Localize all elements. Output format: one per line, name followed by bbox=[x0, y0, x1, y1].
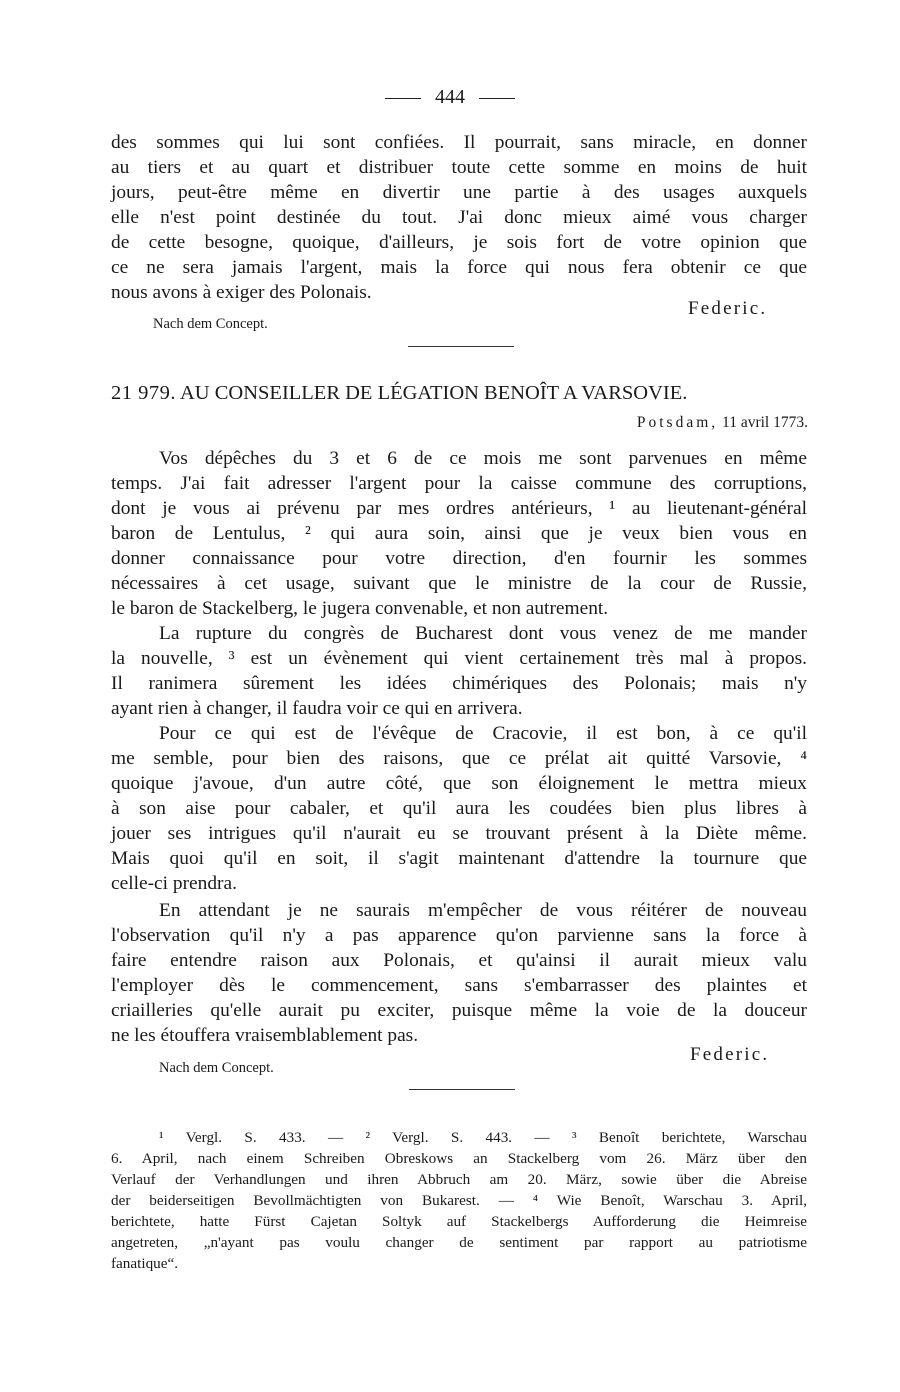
continuation-line: au tiers et au quart et distribuer toute cette somme en moins de huit bbox=[111, 157, 807, 178]
body-line: La rupture du congrès de Bucharest dont vous venez de me mander bbox=[159, 623, 807, 644]
body-line: faire entendre raison aux Polonais, et qu'ainsi il aurait mieux valu bbox=[111, 950, 807, 971]
body-line: le baron de Stackelberg, le jugera convenable, et non autrement. bbox=[111, 598, 609, 619]
letter-title: AU CONSEILLER DE LÉGATION BENOÎT A VARSOVIE. bbox=[180, 382, 688, 404]
body-line: nécessaires à cet usage, suivant que le ministre de la cour de Russie, bbox=[111, 573, 807, 594]
body-line: Vos dépêches du 3 et 6 de ce mois me sont parvenues en même bbox=[159, 448, 807, 469]
footnote-line: berichtete, hatte Fürst Cajetan Soltyk auf Stackelbergs Aufforderung die Heimreise bbox=[111, 1213, 807, 1230]
body-line: me semble, pour bien des raisons, que ce prélat ait quitté Varsovie, ⁴ bbox=[111, 748, 807, 769]
footnote-line: Verlauf der Verhandlungen und ihren Abbruch am 20. März, sowie über die Abreise bbox=[111, 1171, 807, 1188]
body-line: criailleries qu'elle aurait pu exciter, puisque même la voie de la douceur bbox=[111, 1000, 807, 1021]
body-line: l'employer dès le commencement, sans s'embarrasser des plaintes et bbox=[111, 975, 807, 996]
footnote-line: angetreten, „n'ayant pas voulu changer de sentiment par rapport au patriotisme bbox=[111, 1234, 807, 1251]
body-line: quoique j'avoue, d'un autre côté, que son éloignement le mettra mieux bbox=[111, 773, 807, 794]
letter-dateline bbox=[637, 414, 808, 432]
signature: Federic. bbox=[688, 298, 768, 319]
letter-place: Potsdam, bbox=[636, 414, 719, 431]
page-number-dash-right bbox=[479, 98, 515, 99]
footnote-line: 6. April, nach einem Schreiben Obreskows an Stackelberg vom 26. März über den bbox=[111, 1150, 807, 1167]
footnote-line: der beiderseitigen Bevollmächtigten von Bukarest. — ⁴ Wie Benoît, Warschau 3. April, bbox=[111, 1192, 807, 1209]
body-line: ne les étouffera vraisemblablement pas. bbox=[111, 1025, 419, 1046]
body-line: la nouvelle, ³ est un évènement qui vient certainement très mal à propos. bbox=[111, 648, 807, 669]
page-number-dash-left bbox=[385, 98, 421, 99]
page-number bbox=[0, 86, 900, 109]
continuation-line: jours, peut-être même en divertir une partie à des usages auxquels bbox=[111, 182, 807, 203]
letter-date: 11 avril 1773. bbox=[722, 414, 808, 431]
source-note: Nach dem Concept. bbox=[159, 1060, 274, 1076]
body-line: l'observation qu'il n'y a pas apparence qu'on parvienne sans la force à bbox=[111, 925, 807, 946]
footnote-line: fanatique“. bbox=[111, 1255, 179, 1272]
letter-heading bbox=[111, 382, 687, 405]
body-line: à son aise pour cabaler, et qu'il aura les coudées bien plus libres à bbox=[111, 798, 807, 819]
source-note: Nach dem Concept. bbox=[153, 316, 268, 332]
body-line: En attendant je ne saurais m'empêcher de vous réitérer de nouveau bbox=[159, 900, 807, 921]
continuation-line: de cette besogne, quoique, d'ailleurs, je sois fort de votre opinion que bbox=[111, 232, 807, 253]
signature: Federic. bbox=[690, 1044, 770, 1065]
continuation-line: nous avons à exiger des Polonais. bbox=[111, 282, 372, 303]
body-line: Mais quoi qu'il en soit, il s'agit maintenant d'attendre la tournure que bbox=[111, 848, 807, 869]
body-line: baron de Lentulus, ² qui aura soin, ainsi que je veux bien vous en bbox=[111, 523, 807, 544]
body-line: Pour ce qui est de l'évêque de Cracovie, il est bon, à ce qu'il bbox=[159, 723, 807, 744]
section-divider bbox=[408, 346, 514, 347]
body-line: jouer ses intrigues qu'il n'aurait eu se trouvant présent à la Diète même. bbox=[111, 823, 807, 844]
continuation-line: ce ne sera jamais l'argent, mais la force qui nous fera obtenir ce que bbox=[111, 257, 807, 278]
footnote-divider bbox=[409, 1089, 515, 1090]
body-line: temps. J'ai fait adresser l'argent pour la caisse commune des corruptions, bbox=[111, 473, 807, 494]
letter-number: 21 979. bbox=[111, 382, 176, 404]
footnote-line: ¹ Vergl. S. 433. — ² Vergl. S. 443. — ³ Benoît berichtete, Warschau bbox=[159, 1129, 807, 1146]
body-line: dont je vous ai prévenu par mes ordres antérieurs, ¹ au lieutenant-général bbox=[111, 498, 807, 519]
body-line: ayant rien à changer, il faudra voir ce qui en arrivera. bbox=[111, 698, 523, 719]
body-line: donner connaissance pour votre direction, d'en fournir les sommes bbox=[111, 548, 807, 569]
body-line: celle-ci prendra. bbox=[111, 873, 237, 894]
continuation-line: des sommes qui lui sont confiées. Il pourrait, sans miracle, en donner bbox=[111, 132, 807, 153]
continuation-line: elle n'est point destinée du tout. J'ai donc mieux aimé vous charger bbox=[111, 207, 807, 228]
page-number-text: 444 bbox=[435, 86, 465, 108]
body-line: Il ranimera sûrement les idées chimériques des Polonais; mais n'y bbox=[111, 673, 807, 694]
